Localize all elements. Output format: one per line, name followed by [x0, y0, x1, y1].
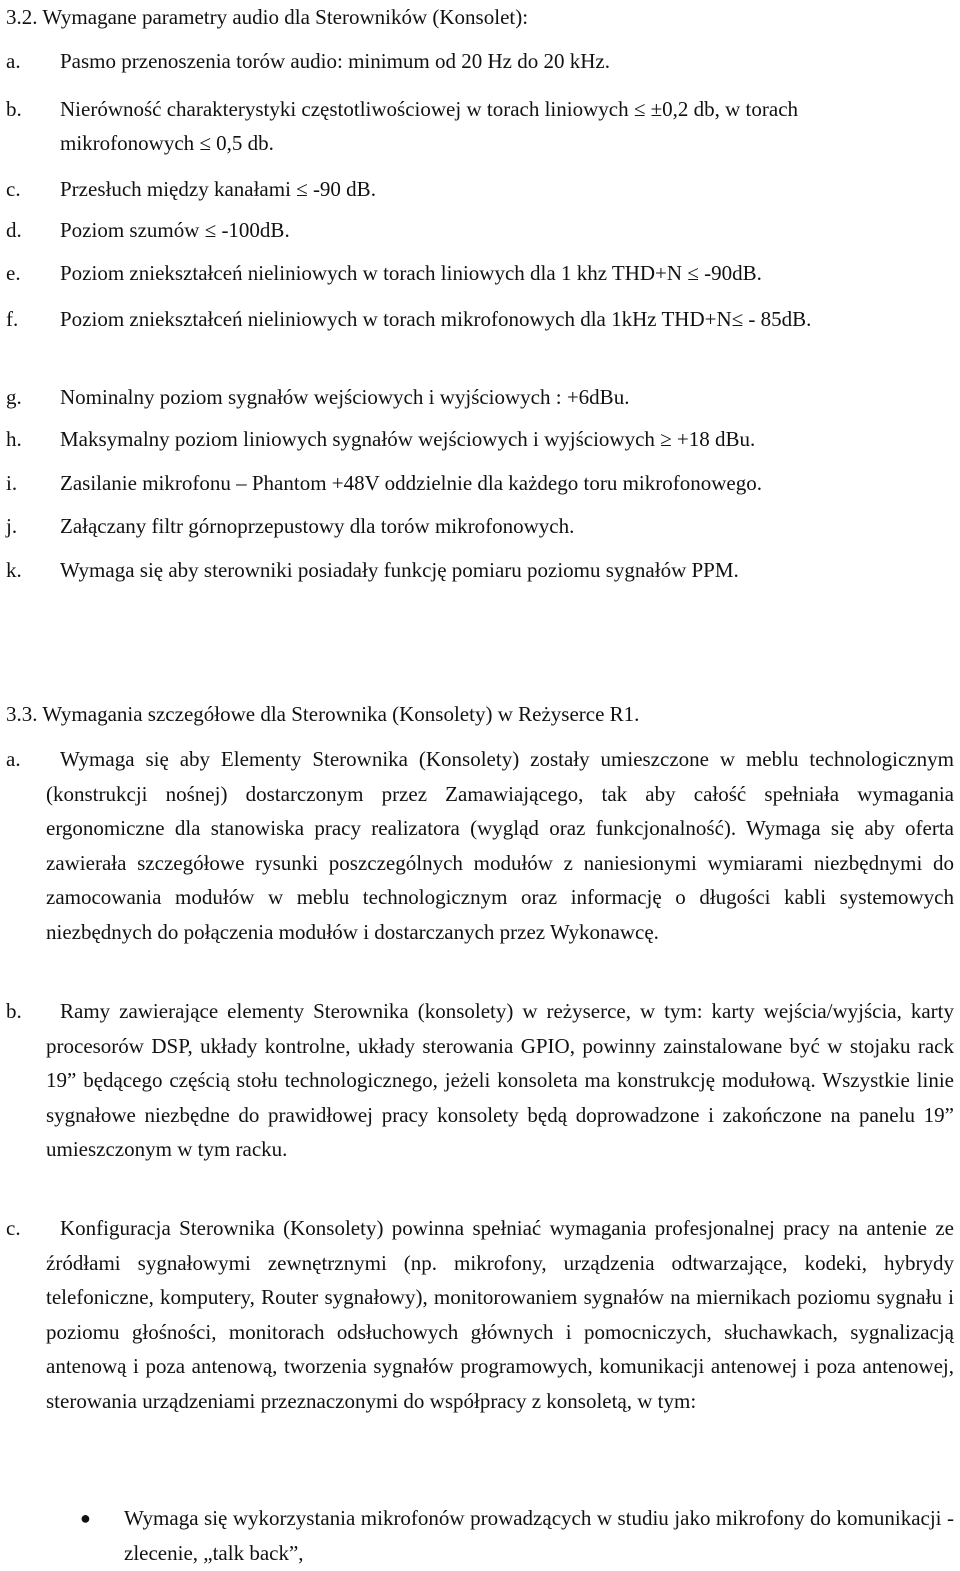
list-marker: c. — [6, 177, 21, 201]
list-item-text: Nierówność charakterystyki częstotliwościowej w torach liniowych ≤ ±0,2 db, w torach mikrofonowych ≤ 0,5 db. — [60, 97, 799, 155]
list-item-text: Pasmo przenoszenia torów audio: minimum od 20 Hz do 20 kHz. — [60, 49, 610, 73]
paragraph-b — [6, 994, 954, 1167]
list-item-text: Zasilanie mikrofonu – Phantom +48V oddzielnie dla każdego toru mikrofonowego. — [60, 471, 762, 495]
list-marker: h. — [6, 427, 22, 451]
paragraph-a — [6, 742, 954, 950]
list-marker: f. — [6, 307, 19, 331]
section-heading-3-2: 3.2. Wymagane parametry audio dla Sterowników (Konsolet): — [6, 5, 529, 29]
list-item-b — [6, 92, 954, 160]
list-item-h — [6, 422, 954, 456]
list-item-text: Wymaga się aby sterowniki posiadały funkcję pomiaru poziomu sygnałów PPM. — [60, 558, 739, 582]
paragraph-marker: c. — [6, 1216, 21, 1240]
paragraph-text: Ramy zawierające elementy Sterownika (konsolety) w reżyserce, w tym: karty wejścia/wyjścia, karty procesorów DSP, układy kontrolne, układy sterowania GPIO, powinny zainstalowane być w stojaku rack 19” będącego częścią stołu technologicznego, jeżeli konsoleta ma konstrukcję modułową. Wszystkie linie sygnałowe niezbędne do prawidłowej pracy konsolety będą doprowadzone i zakończone na panelu 19” umieszczonym w tym racku. — [46, 999, 954, 1162]
list-item-j — [6, 509, 954, 543]
paragraph-text: Konfiguracja Sterownika (Konsolety) powinna spełniać wymagania profesjonalnej pracy na antenie ze źródłami sygnałowymi zewnętrznymi (np. mikrofony, urządzenia odtwarzające, kodeki, hybrydy telefoniczne, komputery, Router sygnałowy), monitorowaniem sygnałów na miernikach poziomu sygnału i poziomu głośności, monitorach odsłuchowych głównych i pomocniczych, słuchawkach, sygnalizacją antenową i poza antenową, tworzenia sygnałów programowych, komunikacji antenowej i poza antenowej, sterowania urządzeniami przeznaczonymi do współpracy z konsoletą, w tym: — [46, 1216, 954, 1413]
list-item-e — [6, 256, 954, 290]
bullet-icon: ● — [80, 1508, 91, 1528]
list-item-text: Poziom zniekształceń nieliniowych w torach liniowych dla 1 khz THD+N ≤ -90dB. — [60, 261, 762, 285]
list-item-i — [6, 466, 954, 500]
paragraph-marker: b. — [6, 999, 22, 1023]
list-item-c — [6, 172, 954, 206]
list-marker: i. — [6, 471, 18, 495]
paragraph-marker: a. — [6, 747, 21, 771]
list-item-text: Załączany filtr górnoprzepustowy dla torów mikrofonowych. — [60, 514, 575, 538]
list-marker: g. — [6, 385, 22, 409]
section-heading-3-3: 3.3. Wymagania szczegółowe dla Sterownika (Konsolety) w Reżyserce R1. — [6, 702, 640, 726]
list-marker: j. — [6, 514, 18, 538]
list-item-text: Poziom szumów ≤ -100dB. — [60, 218, 290, 242]
list-item-g — [6, 380, 954, 414]
list-marker: a. — [6, 49, 21, 73]
list-item-text: Przesłuch między kanałami ≤ -90 dB. — [60, 177, 376, 201]
list-item-a — [6, 44, 954, 78]
list-item-text: Maksymalny poziom liniowych sygnałów wejściowych i wyjściowych ≥ +18 dBu. — [60, 427, 756, 451]
list-item-f — [6, 302, 954, 336]
bullet-item — [78, 1501, 954, 1571]
paragraph-c — [6, 1211, 954, 1419]
bullet-text: Wymaga się wykorzystania mikrofonów prowadzących w studiu jako mikrofony do komunikacji - zlecenie, „talk back”, — [124, 1506, 954, 1565]
list-marker: k. — [6, 558, 22, 582]
list-marker: b. — [6, 97, 22, 121]
list-item-text: Poziom zniekształceń nieliniowych w torach mikrofonowych dla 1kHz THD+N≤ - 85dB. — [60, 307, 812, 331]
list-marker: e. — [6, 261, 21, 285]
list-marker: d. — [6, 218, 22, 242]
list-item-d — [6, 213, 954, 247]
paragraph-text: Wymaga się aby Elementy Sterownika (Konsolety) zostały umieszczone w meblu technologicznym (konstrukcji nośnej) dostarczonym przez Zamawiającego, tak aby całość spełniała wymagania ergonomiczne dla stanowiska pracy realizatora (wygląd oraz funkcjonalność). Wymaga się aby oferta zawierała szczegółowe rysunki poszczególnych modułów z naniesionymi wymiarami niezbędnymi do zamocowania modułów w meblu technologicznym oraz informację o długości kabli systemowych niezbędnych do połączenia modułów i dostarczanych przez Wykonawcę. — [46, 747, 954, 944]
list-item-text: Nominalny poziom sygnałów wejściowych i wyjściowych : +6dBu. — [60, 385, 630, 409]
list-item-k — [6, 553, 954, 587]
